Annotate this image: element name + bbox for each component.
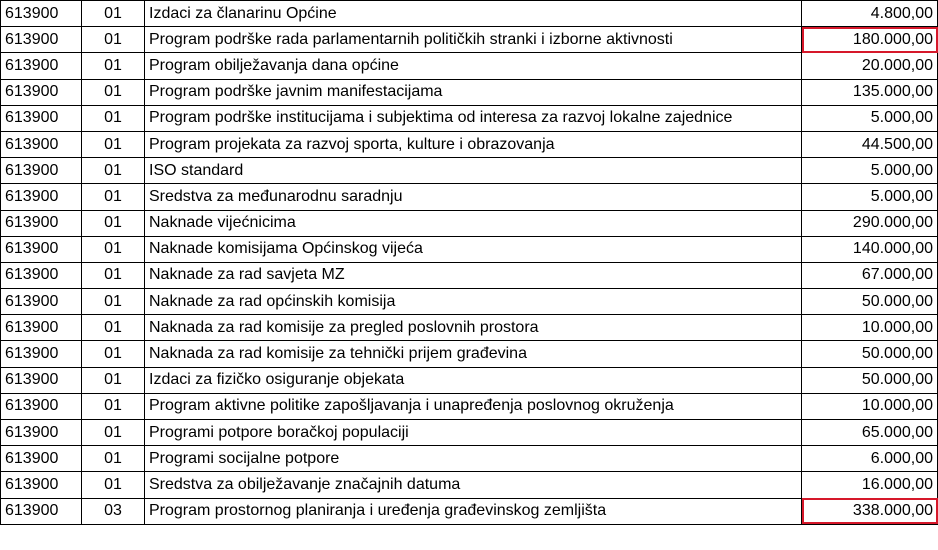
function-code-cell: 01 [82, 262, 145, 288]
function-code-cell: 01 [82, 315, 145, 341]
description-cell: Izdaci za članarinu Općine [145, 1, 802, 27]
economic-code-cell: 613900 [1, 53, 82, 79]
economic-code-cell: 613900 [1, 184, 82, 210]
economic-code-cell: 613900 [1, 236, 82, 262]
function-code-cell: 01 [82, 236, 145, 262]
description-cell: Izdaci za fizičko osiguranje objekata [145, 367, 802, 393]
amount-cell: 6.000,00 [802, 446, 938, 472]
table-row [1, 184, 938, 210]
function-code-cell: 01 [82, 27, 145, 53]
amount-cell: 290.000,00 [802, 210, 938, 236]
amount-cell: 338.000,00 [802, 498, 938, 524]
amount-cell: 135.000,00 [802, 79, 938, 105]
table-row [1, 315, 938, 341]
economic-code-cell: 613900 [1, 1, 82, 27]
function-code-cell: 01 [82, 210, 145, 236]
table-row [1, 105, 938, 131]
description-cell: Program projekata za razvoj sporta, kulture i obrazovanja [145, 131, 802, 157]
economic-code-cell: 613900 [1, 131, 82, 157]
function-code-cell: 01 [82, 289, 145, 315]
amount-cell: 5.000,00 [802, 158, 938, 184]
description-cell: Programi potpore boračkoj populaciji [145, 420, 802, 446]
description-cell: Naknade komisijama Općinskog vijeća [145, 236, 802, 262]
economic-code-cell: 613900 [1, 446, 82, 472]
function-code-cell: 01 [82, 105, 145, 131]
description-cell: Naknade vijećnicima [145, 210, 802, 236]
table-row [1, 420, 938, 446]
economic-code-cell: 613900 [1, 262, 82, 288]
function-code-cell: 01 [82, 472, 145, 498]
economic-code-cell: 613900 [1, 420, 82, 446]
economic-code-cell: 613900 [1, 498, 82, 524]
table-row [1, 27, 938, 53]
function-code-cell: 01 [82, 158, 145, 184]
economic-code-cell: 613900 [1, 79, 82, 105]
table-row [1, 446, 938, 472]
economic-code-cell: 613900 [1, 210, 82, 236]
function-code-cell: 01 [82, 420, 145, 446]
table-row [1, 289, 938, 315]
economic-code-cell: 613900 [1, 105, 82, 131]
description-cell: Program podrške institucijama i subjektima od interesa za razvoj lokalne zajednice [145, 105, 802, 131]
description-cell: Naknada za rad komisije za tehnički prijem građevina [145, 341, 802, 367]
function-code-cell: 01 [82, 341, 145, 367]
function-code-cell: 01 [82, 53, 145, 79]
function-code-cell: 01 [82, 446, 145, 472]
description-cell: Programi socijalne potpore [145, 446, 802, 472]
description-cell: Program obilježavanja dana općine [145, 53, 802, 79]
table-row [1, 236, 938, 262]
amount-cell: 50.000,00 [802, 289, 938, 315]
budget-table-body [1, 1, 938, 525]
table-row [1, 498, 938, 524]
description-cell: ISO standard [145, 158, 802, 184]
table-row [1, 79, 938, 105]
table-row [1, 210, 938, 236]
economic-code-cell: 613900 [1, 158, 82, 184]
amount-cell: 4.800,00 [802, 1, 938, 27]
amount-cell: 5.000,00 [802, 184, 938, 210]
table-row [1, 341, 938, 367]
description-cell: Program podrške rada parlamentarnih političkih stranki i izborne aktivnosti [145, 27, 802, 53]
amount-cell: 67.000,00 [802, 262, 938, 288]
table-row [1, 1, 938, 27]
function-code-cell: 01 [82, 1, 145, 27]
amount-cell: 140.000,00 [802, 236, 938, 262]
table-row [1, 472, 938, 498]
description-cell: Sredstva za međunarodnu saradnju [145, 184, 802, 210]
description-cell: Program podrške javnim manifestacijama [145, 79, 802, 105]
function-code-cell: 01 [82, 79, 145, 105]
amount-cell: 10.000,00 [802, 315, 938, 341]
amount-cell: 65.000,00 [802, 420, 938, 446]
table-row [1, 367, 938, 393]
description-cell: Program prostornog planiranja i uređenja građevinskog zemljišta [145, 498, 802, 524]
economic-code-cell: 613900 [1, 472, 82, 498]
description-cell: Sredstva za obilježavanje značajnih datuma [145, 472, 802, 498]
amount-cell: 44.500,00 [802, 131, 938, 157]
description-cell: Program aktivne politike zapošljavanja i unapređenja poslovnog okruženja [145, 393, 802, 419]
table-row [1, 262, 938, 288]
description-cell: Naknade za rad općinskih komisija [145, 289, 802, 315]
function-code-cell: 01 [82, 184, 145, 210]
amount-cell: 16.000,00 [802, 472, 938, 498]
amount-cell: 50.000,00 [802, 341, 938, 367]
amount-cell: 50.000,00 [802, 367, 938, 393]
amount-cell: 180.000,00 [802, 27, 938, 53]
function-code-cell: 01 [82, 393, 145, 419]
amount-cell: 10.000,00 [802, 393, 938, 419]
economic-code-cell: 613900 [1, 341, 82, 367]
economic-code-cell: 613900 [1, 367, 82, 393]
table-row [1, 131, 938, 157]
description-cell: Naknade za rad savjeta MZ [145, 262, 802, 288]
economic-code-cell: 613900 [1, 393, 82, 419]
economic-code-cell: 613900 [1, 315, 82, 341]
table-row [1, 53, 938, 79]
description-cell: Naknada za rad komisije za pregled poslovnih prostora [145, 315, 802, 341]
economic-code-cell: 613900 [1, 27, 82, 53]
table-row [1, 393, 938, 419]
amount-cell: 5.000,00 [802, 105, 938, 131]
function-code-cell: 03 [82, 498, 145, 524]
function-code-cell: 01 [82, 367, 145, 393]
economic-code-cell: 613900 [1, 289, 82, 315]
amount-cell: 20.000,00 [802, 53, 938, 79]
function-code-cell: 01 [82, 131, 145, 157]
table-row [1, 158, 938, 184]
